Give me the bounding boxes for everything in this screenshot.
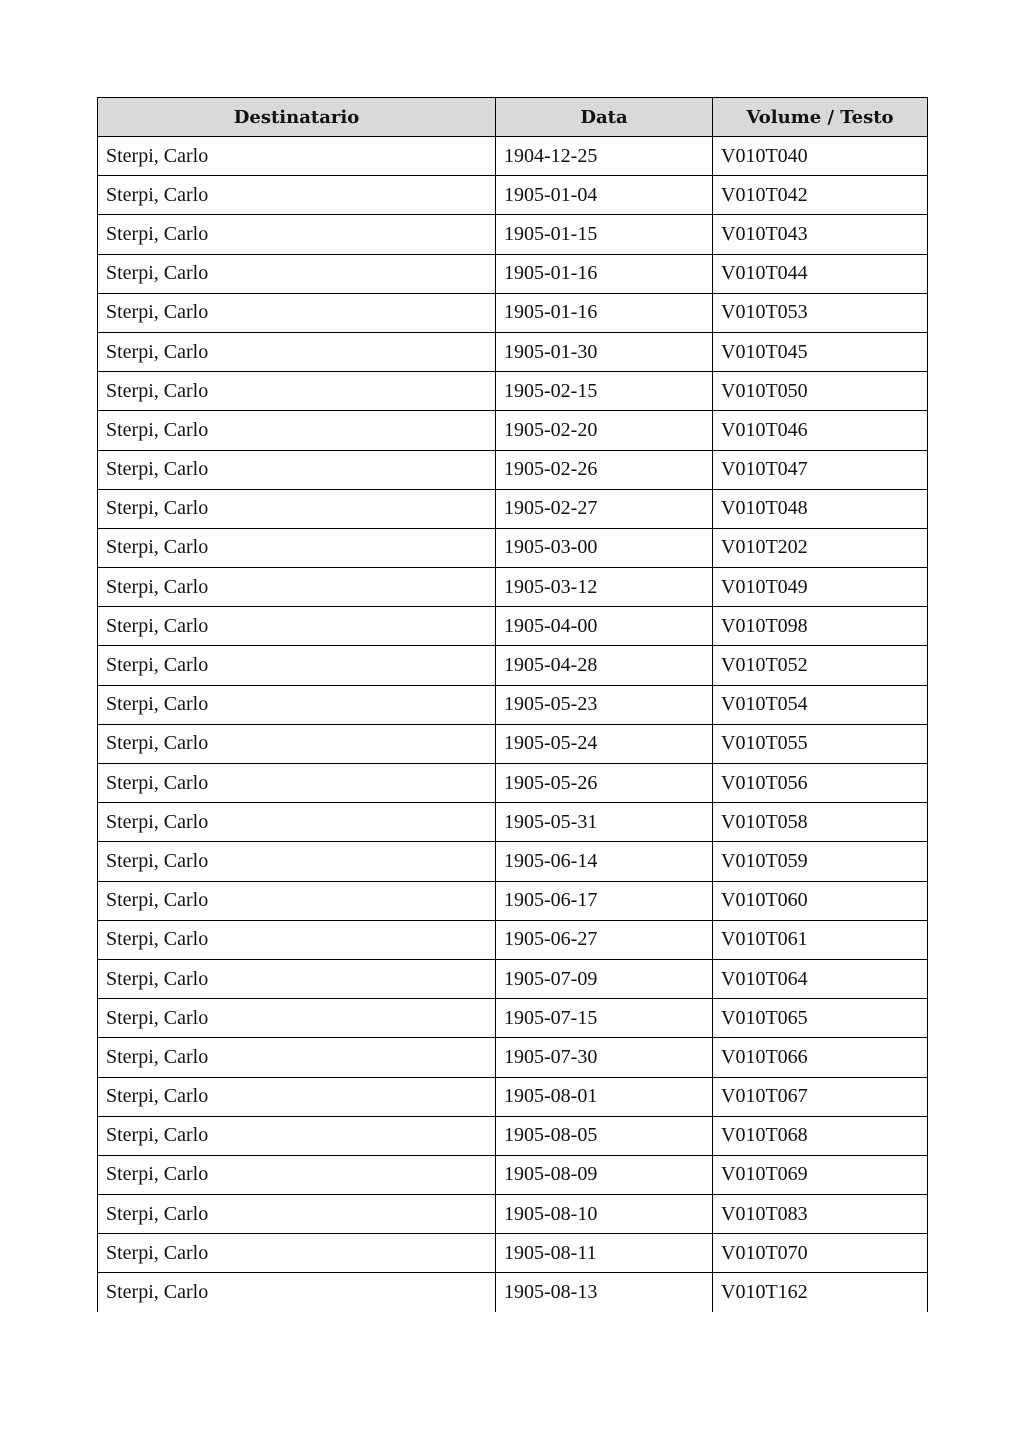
column-header-destinatario: Destinatario bbox=[98, 98, 496, 137]
table-row bbox=[98, 1077, 928, 1116]
data-cell: 1905-01-16 bbox=[496, 293, 713, 332]
data-cell: 1905-05-24 bbox=[496, 724, 713, 763]
data-cell: 1905-08-05 bbox=[496, 1116, 713, 1155]
data-cell: 1905-07-30 bbox=[496, 1038, 713, 1077]
table-header bbox=[98, 98, 928, 137]
destinatario-cell: Sterpi, Carlo bbox=[98, 959, 496, 998]
data-cell: 1905-06-17 bbox=[496, 881, 713, 920]
destinatario-cell: Sterpi, Carlo bbox=[98, 215, 496, 254]
destinatario-cell: Sterpi, Carlo bbox=[98, 842, 496, 881]
destinatario-cell: Sterpi, Carlo bbox=[98, 568, 496, 607]
data-cell: 1905-03-00 bbox=[496, 528, 713, 567]
destinatario-cell: Sterpi, Carlo bbox=[98, 1038, 496, 1077]
table-row bbox=[98, 803, 928, 842]
data-cell: 1905-08-10 bbox=[496, 1195, 713, 1234]
table-row bbox=[98, 646, 928, 685]
data-cell: 1905-04-28 bbox=[496, 646, 713, 685]
destinatario-cell: Sterpi, Carlo bbox=[98, 1077, 496, 1116]
table-row bbox=[98, 372, 928, 411]
table-row bbox=[98, 176, 928, 215]
data-cell: 1905-02-27 bbox=[496, 489, 713, 528]
column-header-data: Data bbox=[496, 98, 713, 137]
data-cell: 1905-08-13 bbox=[496, 1273, 713, 1312]
data-cell: 1905-08-11 bbox=[496, 1234, 713, 1273]
destinatario-cell: Sterpi, Carlo bbox=[98, 1116, 496, 1155]
volume-testo-cell: V010T042 bbox=[713, 176, 928, 215]
table-row bbox=[98, 528, 928, 567]
destinatario-cell: Sterpi, Carlo bbox=[98, 332, 496, 371]
volume-testo-cell: V010T070 bbox=[713, 1234, 928, 1273]
volume-testo-cell: V010T083 bbox=[713, 1195, 928, 1234]
table-row bbox=[98, 959, 928, 998]
table-row bbox=[98, 1038, 928, 1077]
table-row bbox=[98, 764, 928, 803]
destinatario-cell: Sterpi, Carlo bbox=[98, 803, 496, 842]
volume-testo-cell: V010T067 bbox=[713, 1077, 928, 1116]
destinatario-cell: Sterpi, Carlo bbox=[98, 372, 496, 411]
data-cell: 1905-08-09 bbox=[496, 1155, 713, 1194]
volume-testo-cell: V010T069 bbox=[713, 1155, 928, 1194]
volume-testo-cell: V010T068 bbox=[713, 1116, 928, 1155]
volume-testo-cell: V010T060 bbox=[713, 881, 928, 920]
data-cell: 1905-01-16 bbox=[496, 254, 713, 293]
data-cell: 1905-08-01 bbox=[496, 1077, 713, 1116]
volume-testo-cell: V010T202 bbox=[713, 528, 928, 567]
destinatario-cell: Sterpi, Carlo bbox=[98, 1195, 496, 1234]
destinatario-cell: Sterpi, Carlo bbox=[98, 489, 496, 528]
column-header-volume-testo: Volume / Testo bbox=[713, 98, 928, 137]
volume-testo-cell: V010T046 bbox=[713, 411, 928, 450]
volume-testo-cell: V010T055 bbox=[713, 724, 928, 763]
table-row bbox=[98, 137, 928, 176]
destinatario-cell: Sterpi, Carlo bbox=[98, 528, 496, 567]
table-row bbox=[98, 450, 928, 489]
data-cell: 1905-01-04 bbox=[496, 176, 713, 215]
volume-testo-cell: V010T040 bbox=[713, 137, 928, 176]
volume-testo-cell: V010T053 bbox=[713, 293, 928, 332]
table-row bbox=[98, 489, 928, 528]
destinatario-cell: Sterpi, Carlo bbox=[98, 646, 496, 685]
table-row bbox=[98, 1234, 928, 1273]
data-cell: 1905-07-15 bbox=[496, 999, 713, 1038]
data-cell: 1905-02-26 bbox=[496, 450, 713, 489]
destinatario-cell: Sterpi, Carlo bbox=[98, 176, 496, 215]
table-row bbox=[98, 607, 928, 646]
data-cell: 1905-01-15 bbox=[496, 215, 713, 254]
volume-testo-cell: V010T047 bbox=[713, 450, 928, 489]
volume-testo-cell: V010T098 bbox=[713, 607, 928, 646]
data-cell: 1905-02-20 bbox=[496, 411, 713, 450]
destinatario-cell: Sterpi, Carlo bbox=[98, 1234, 496, 1273]
destinatario-cell: Sterpi, Carlo bbox=[98, 881, 496, 920]
volume-testo-cell: V010T044 bbox=[713, 254, 928, 293]
table-row bbox=[98, 254, 928, 293]
data-cell: 1905-05-31 bbox=[496, 803, 713, 842]
header-row bbox=[98, 98, 928, 137]
table-row bbox=[98, 881, 928, 920]
table-row bbox=[98, 411, 928, 450]
table-row bbox=[98, 1116, 928, 1155]
data-cell: 1905-05-23 bbox=[496, 685, 713, 724]
destinatario-cell: Sterpi, Carlo bbox=[98, 137, 496, 176]
letters-table bbox=[97, 97, 928, 1312]
destinatario-cell: Sterpi, Carlo bbox=[98, 920, 496, 959]
volume-testo-cell: V010T050 bbox=[713, 372, 928, 411]
table-row bbox=[98, 215, 928, 254]
data-cell: 1905-01-30 bbox=[496, 332, 713, 371]
volume-testo-cell: V010T059 bbox=[713, 842, 928, 881]
volume-testo-cell: V010T064 bbox=[713, 959, 928, 998]
letters-table-container bbox=[97, 97, 927, 1312]
volume-testo-cell: V010T162 bbox=[713, 1273, 928, 1312]
table-row bbox=[98, 293, 928, 332]
table-row bbox=[98, 332, 928, 371]
table-body bbox=[98, 137, 928, 1313]
volume-testo-cell: V010T065 bbox=[713, 999, 928, 1038]
data-cell: 1905-04-00 bbox=[496, 607, 713, 646]
table-row bbox=[98, 1155, 928, 1194]
table-row bbox=[98, 685, 928, 724]
table-row bbox=[98, 842, 928, 881]
destinatario-cell: Sterpi, Carlo bbox=[98, 411, 496, 450]
volume-testo-cell: V010T052 bbox=[713, 646, 928, 685]
table-row bbox=[98, 999, 928, 1038]
destinatario-cell: Sterpi, Carlo bbox=[98, 254, 496, 293]
data-cell: 1905-03-12 bbox=[496, 568, 713, 607]
destinatario-cell: Sterpi, Carlo bbox=[98, 450, 496, 489]
destinatario-cell: Sterpi, Carlo bbox=[98, 1155, 496, 1194]
volume-testo-cell: V010T048 bbox=[713, 489, 928, 528]
table-row bbox=[98, 568, 928, 607]
data-cell: 1904-12-25 bbox=[496, 137, 713, 176]
table-row bbox=[98, 1273, 928, 1312]
destinatario-cell: Sterpi, Carlo bbox=[98, 1273, 496, 1312]
destinatario-cell: Sterpi, Carlo bbox=[98, 685, 496, 724]
destinatario-cell: Sterpi, Carlo bbox=[98, 724, 496, 763]
volume-testo-cell: V010T043 bbox=[713, 215, 928, 254]
data-cell: 1905-02-15 bbox=[496, 372, 713, 411]
destinatario-cell: Sterpi, Carlo bbox=[98, 607, 496, 646]
destinatario-cell: Sterpi, Carlo bbox=[98, 764, 496, 803]
destinatario-cell: Sterpi, Carlo bbox=[98, 293, 496, 332]
data-cell: 1905-06-14 bbox=[496, 842, 713, 881]
volume-testo-cell: V010T049 bbox=[713, 568, 928, 607]
volume-testo-cell: V010T045 bbox=[713, 332, 928, 371]
data-cell: 1905-07-09 bbox=[496, 959, 713, 998]
destinatario-cell: Sterpi, Carlo bbox=[98, 999, 496, 1038]
table-row bbox=[98, 1195, 928, 1234]
volume-testo-cell: V010T066 bbox=[713, 1038, 928, 1077]
volume-testo-cell: V010T054 bbox=[713, 685, 928, 724]
volume-testo-cell: V010T058 bbox=[713, 803, 928, 842]
volume-testo-cell: V010T056 bbox=[713, 764, 928, 803]
volume-testo-cell: V010T061 bbox=[713, 920, 928, 959]
data-cell: 1905-06-27 bbox=[496, 920, 713, 959]
data-cell: 1905-05-26 bbox=[496, 764, 713, 803]
table-row bbox=[98, 724, 928, 763]
table-row bbox=[98, 920, 928, 959]
